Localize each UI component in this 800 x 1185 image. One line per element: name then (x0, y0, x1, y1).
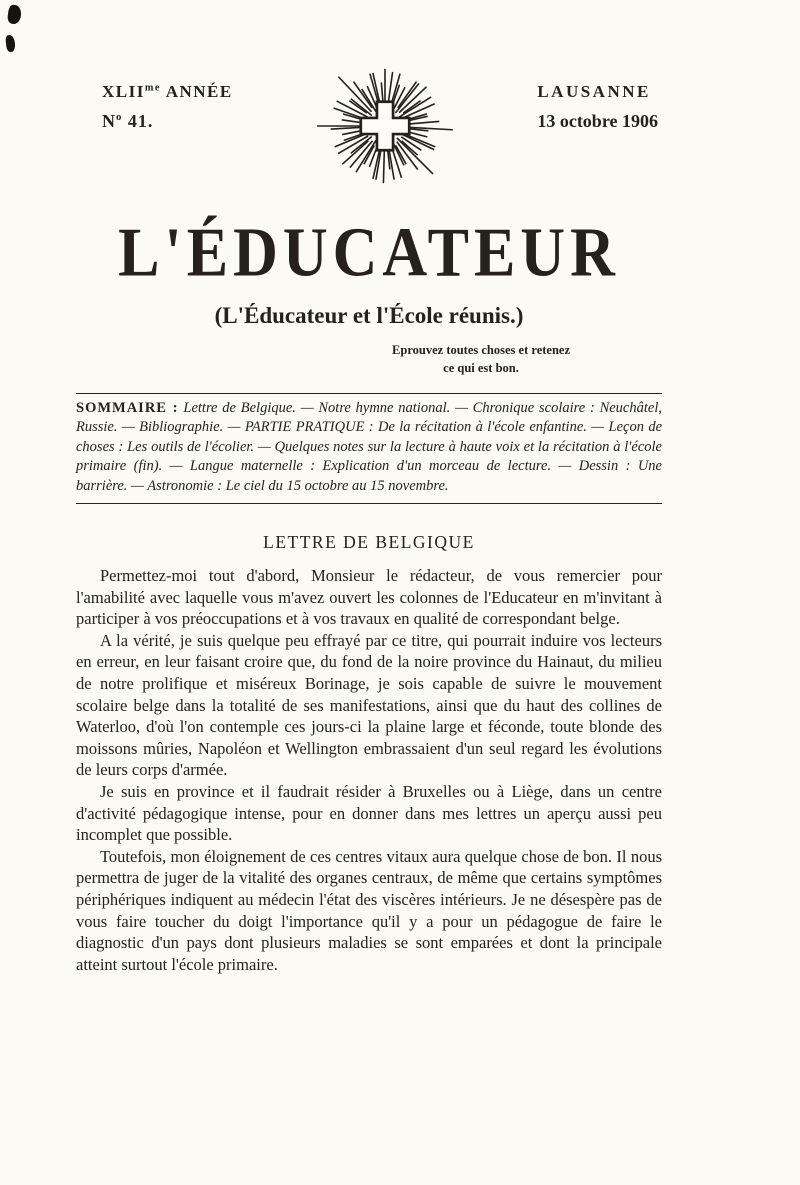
sommaire-text: Lettre de Belgique. — Notre hymne national. — Chronique scolaire : Neuchâtel, Russie. — Bibliographie. — PARTIE PRATIQUE : De la récitation à l'école enfantine. — Leçon de choses : Les outils de l'écolier. — Quelques notes sur la lecture à haute voix et la récitation à l'école primaire (fin). — Langue maternelle : Explication d'un morceau de lecture. — Dessin : Une barrière. — Astronomie : Le ciel du 15 octobre au 15 novembre. (76, 400, 662, 494)
scan-artifact (5, 35, 16, 53)
page-content (76, 0, 662, 975)
masthead-left (76, 82, 233, 132)
issue-date: 13 octobre 1906 (537, 111, 658, 131)
paragraph: Je suis en province et il faudrait résider à Bruxelles ou à Liège, dans un centre d'activité pédagogique intense, pour en donner dans mes lettres un aperçu aussi peu incomplet que possible. (76, 782, 662, 845)
city: LAUSANNE (537, 82, 651, 101)
issue-num: 41. (127, 111, 154, 131)
motto (392, 342, 570, 377)
year-roman: XLII (102, 82, 145, 101)
year-superscript: me (144, 82, 161, 94)
issue-number (102, 111, 233, 132)
masthead-right (537, 82, 662, 132)
publication-title: L'ÉDUCATEUR (118, 215, 620, 292)
year-line (102, 82, 233, 102)
masthead (76, 58, 662, 200)
publication-subtitle: (L'Éducateur et l'École réunis.) (214, 303, 524, 328)
year-word: ANNÉE (165, 82, 233, 101)
sommaire (76, 393, 662, 504)
sunburst-cross-emblem (311, 52, 459, 200)
sommaire-label: SOMMAIRE : (76, 400, 179, 416)
paragraph: Toutefois, mon éloignement de ces centres vitaux aura quelque chose de bon. Il nous permettra de juger de la vitalité des organes centraux, de même que certains symptômes périphériques indiquent au médecin l'état des viscères intérieurs. Je ne désespère pas de vous faire toucher du doigt l'importance qu'il y a pour un pédagogue de faire le diagnostic d'un pays dont plusieurs maladies se sont emparées et dont la principale atteint surtout l'école primaire. (76, 846, 662, 974)
motto-line-1: Eprouvez toutes choses et retenez (392, 343, 570, 357)
article-heading: LETTRE DE BELGIQUE (263, 532, 475, 553)
issue-superscript: o (116, 111, 123, 123)
article-body (76, 565, 662, 975)
paragraph: A la vérité, je suis quelque peu effrayé par ce titre, qui pourrait induire vos lecteurs en erreur, en leur faisant croire que, du fond de la noire province du Hainaut, du milieu de notre prolifique et miséreux Borinage, je sois capable de suivre le mouvement scolaire belge dans la totalité de ses manifestations, ainsi que du haut des collines de Waterloo, d'où l'on contemple ces jours-ci la plaine large et féconde, toute blonde des moissons mûries, Napoléon et Wellington embrassaient d'un seul regard les évolutions de leurs corps d'armée. (76, 630, 662, 780)
motto-line-2: ce qui est bon. (443, 360, 519, 375)
issue-prefix: N (102, 111, 116, 131)
scan-artifact (7, 4, 23, 25)
paragraph: Permettez-moi tout d'abord, Monsieur le rédacteur, de vous remercier pour l'amabilité avec laquelle vous m'avez ouvert les colonnes de l'Educateur en m'invitant à participer à vos préoccupations et à vos travaux en qualité de correspondant belge. (76, 566, 662, 629)
